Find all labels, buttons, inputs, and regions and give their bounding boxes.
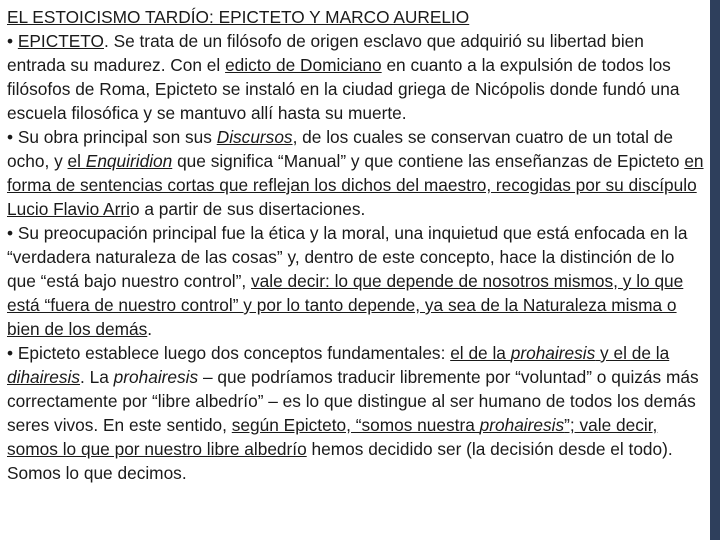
underlined-run: vale decir: lo que depende de nosotros mismos, y lo que está “fuera de nuestro control” y por lo tanto depende, ya sea de la Naturaleza misma o bien de los demás [7,271,684,339]
text-run: en cuanto a la expulsión de todos los filósofos de Roma, Epicteto se instaló en la ciudad griega de Nicópolis donde fundó una escuela filosófica y se mantuvo allí hasta su muerte. [7,55,680,123]
paragraph-obra [7,125,706,221]
work-title-enquiridion: Enquiridion [85,151,173,171]
slide-edge [710,0,720,540]
bullet: • [7,223,18,243]
text-run: que significa “Manual” y que contiene las enseñanzas de Epicteto [172,151,685,171]
term-prohairesis: prohairesis [510,343,596,363]
text-run: hemos decidido ser (la decisión desde el todo). Somos lo que decimos. [7,439,673,483]
bullet: • [7,343,18,363]
text-run: . [147,319,153,339]
text-run: , de los cuales se conservan cuatro de un total de ocho, y [7,127,674,171]
term-dihairesis: dihairesis [7,367,80,387]
underlined-edicto: edicto de Domiciano [225,55,382,75]
underlined-run: y el de la [595,343,670,363]
text-run: – que podríamos traducir libremente por “voluntad” o quizás más correctamente por “libre albedrío” – es lo que distingue al ser humano de todos los demás seres vivos. En este sentido, [7,367,699,435]
paragraph-etica [7,221,706,341]
underlined-run: el [67,151,86,171]
work-title-discursos: Discursos [216,127,293,147]
underlined-run: en forma de sentencias cortas que reflejan los dichos del maestro, recogidas por su discípulo Lucio Flavio Arri [7,151,704,219]
text-run: Su preocupación principal fue la ética y la moral, una inquietud que está enfocada en la “verdadera naturaleza de las cosas” y, dentro de este concepto, hace la distinción de lo que “está bajo nuestro control”, [7,223,688,291]
underlined-run: el de la [450,343,511,363]
term-prohairesis: prohairesis [479,415,565,435]
bullet: • [7,31,18,51]
underlined-run: ”; vale decir, somos lo que por nuestro libre albedrío [7,415,658,459]
bullet: • [7,127,18,147]
term-prohairesis: prohairesis [113,367,199,387]
text-run: . Se trata de un filósofo de origen esclavo que adquirió su libertad bien entrada su madurez. Con el [7,31,644,75]
text-run: . La [80,367,114,387]
paragraph-conceptos [7,341,706,485]
text-run: Epicteto establece luego dos conceptos fundamentales: [17,343,451,363]
paragraph-epicteto [7,29,706,125]
text-run: o a partir de sus disertaciones. [129,199,366,219]
text-run: Su obra principal son sus [17,127,217,147]
underlined-run: según Epicteto, “somos nuestra [231,415,480,435]
slide-title: EL ESTOICISMO TARDÍO: EPICTETO Y MARCO AURELIO [7,7,470,27]
underlined-epicteto: EPICTETO [17,31,104,51]
slide-text [7,5,706,485]
